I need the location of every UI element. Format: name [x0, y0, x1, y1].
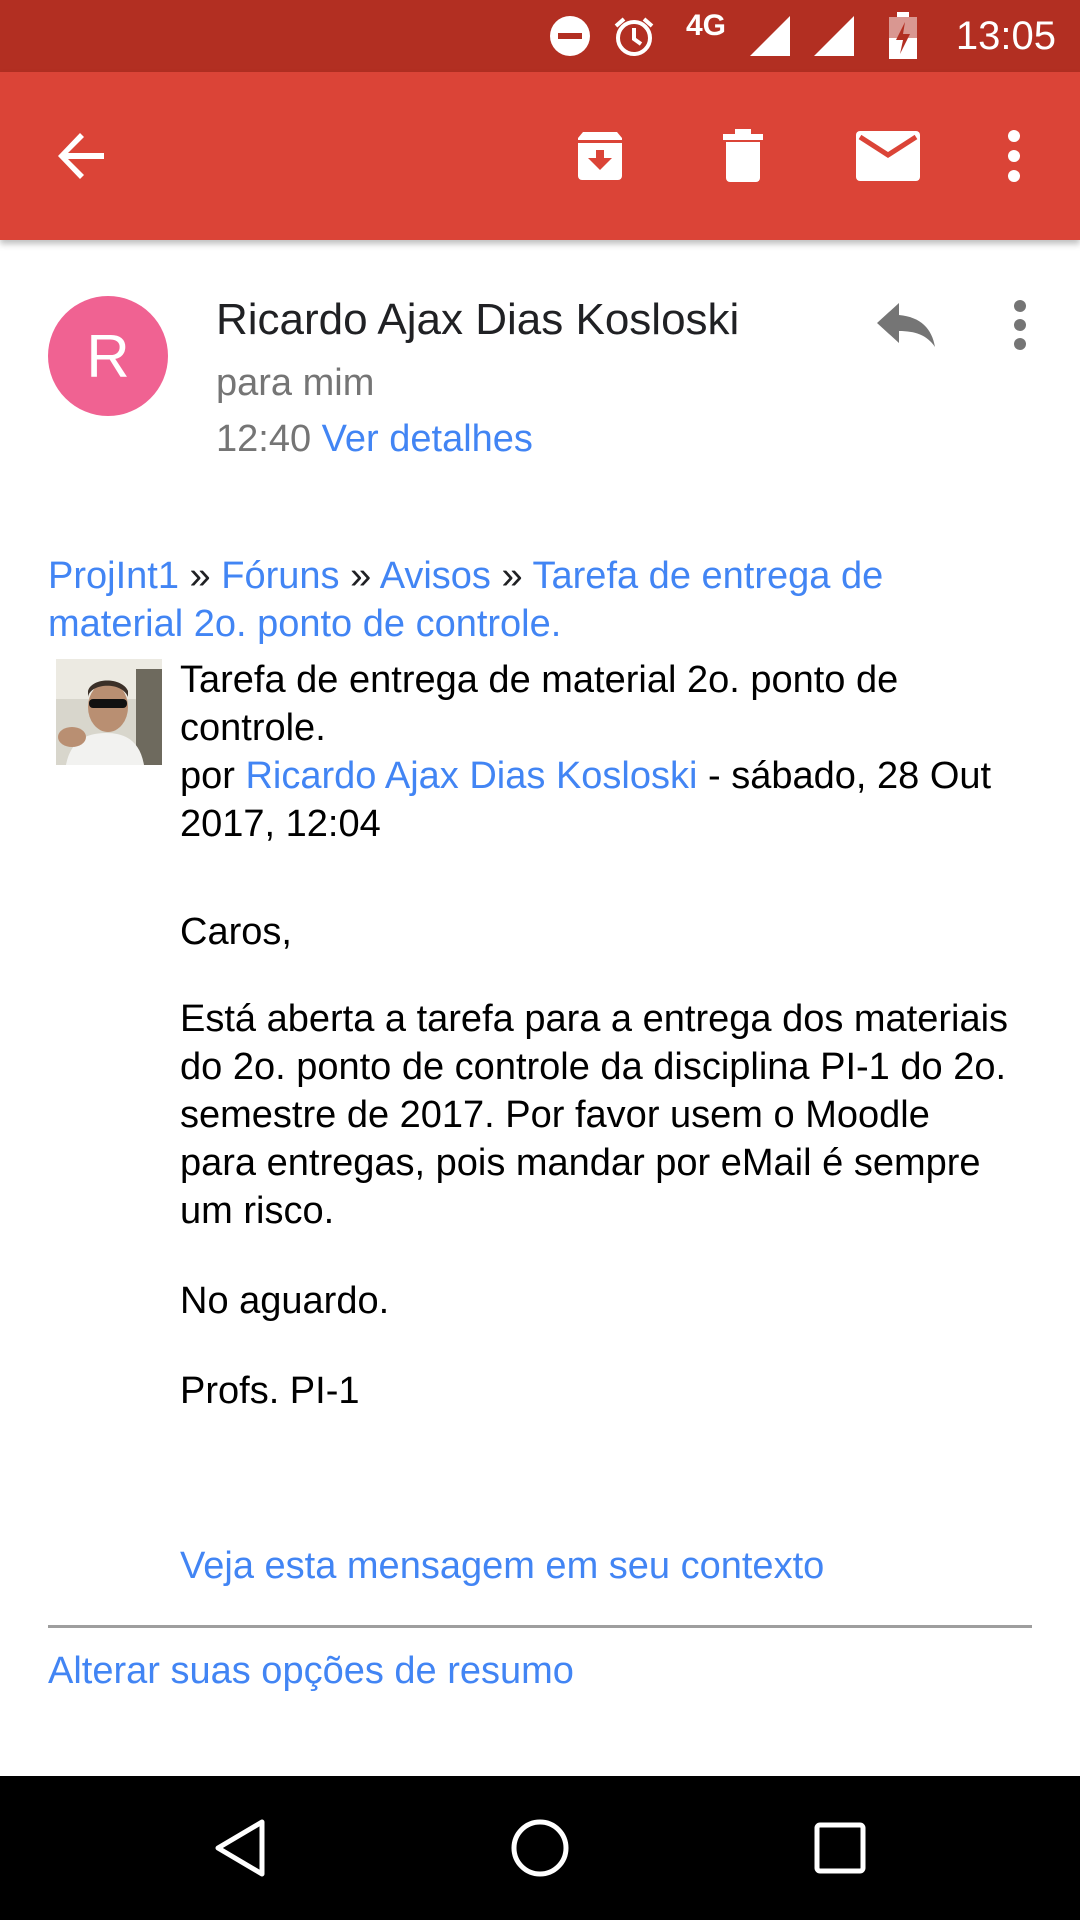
battery-charging-icon	[888, 0, 918, 72]
post-header	[180, 656, 1010, 848]
message-more-icon[interactable]	[990, 290, 1050, 360]
archive-icon[interactable]	[560, 116, 640, 196]
status-bar	[0, 0, 1080, 72]
breadcrumb-separator: »	[350, 555, 372, 597]
post-paragraph: Está aberta a tarefa para a entrega dos materiais do 2o. ponto de controle da disciplina PI-1 do 2o. semestre de 2017. Por favor usem o Moodle para entregas, pois mandar por eMail é sempre um risco.	[180, 998, 1009, 1232]
do-not-disturb-icon	[548, 0, 592, 72]
breadcrumb-separator: »	[501, 555, 523, 597]
post-date: - sábado, 28 Out 2017, 12:04	[180, 755, 992, 845]
sender-name[interactable]: Ricardo Ajax Dias Kosloski	[216, 295, 740, 344]
navigation-bar	[0, 1776, 1080, 1920]
app-bar	[0, 72, 1080, 240]
breadcrumb-announcements[interactable]: Avisos	[379, 555, 491, 597]
breadcrumb-topic[interactable]: Tarefa de entrega de material 2o. ponto de controle.	[48, 555, 884, 645]
status-time: 13:05	[955, 13, 1056, 58]
reply-icon[interactable]	[866, 290, 946, 360]
time-row	[216, 418, 533, 461]
more-vert-icon[interactable]	[974, 116, 1054, 196]
breadcrumb	[48, 552, 1008, 648]
post-signature: Profs. PI-1	[180, 1370, 360, 1412]
post-meta	[180, 752, 1010, 848]
context-link[interactable]: Veja esta mensagem em seu contexto	[180, 1545, 825, 1587]
mail-icon[interactable]	[848, 116, 928, 196]
digest-options-link[interactable]: Alterar suas opções de resumo	[48, 1650, 574, 1692]
signal-icon	[748, 0, 792, 72]
signal-icon-2	[812, 0, 856, 72]
divider	[48, 1625, 1032, 1628]
details-link[interactable]: Ver detalhes	[321, 418, 533, 460]
breadcrumb-forums[interactable]: Fóruns	[221, 555, 340, 597]
recipient-label: para mim	[216, 362, 375, 404]
post-closing: No aguardo.	[180, 1280, 390, 1322]
nav-recents-icon[interactable]	[800, 1808, 880, 1888]
author-photo[interactable]	[56, 659, 162, 765]
avatar[interactable]: R	[48, 296, 168, 416]
received-time: 12:40	[216, 418, 312, 460]
post-author-link[interactable]: Ricardo Ajax Dias Kosloski	[245, 755, 698, 797]
network-type: 4G	[686, 9, 727, 42]
breadcrumb-course[interactable]: ProjInt1	[48, 555, 179, 597]
post-title: Tarefa de entrega de material 2o. ponto de controle.	[180, 659, 899, 749]
alarm-icon	[612, 0, 656, 72]
delete-icon[interactable]	[703, 116, 783, 196]
arrow-back-icon[interactable]	[42, 116, 122, 196]
breadcrumb-separator: »	[189, 555, 211, 597]
nav-back-icon[interactable]	[200, 1808, 280, 1888]
post-greeting: Caros,	[180, 911, 292, 953]
post-by-label: por	[180, 755, 235, 797]
nav-home-icon[interactable]	[500, 1808, 580, 1888]
